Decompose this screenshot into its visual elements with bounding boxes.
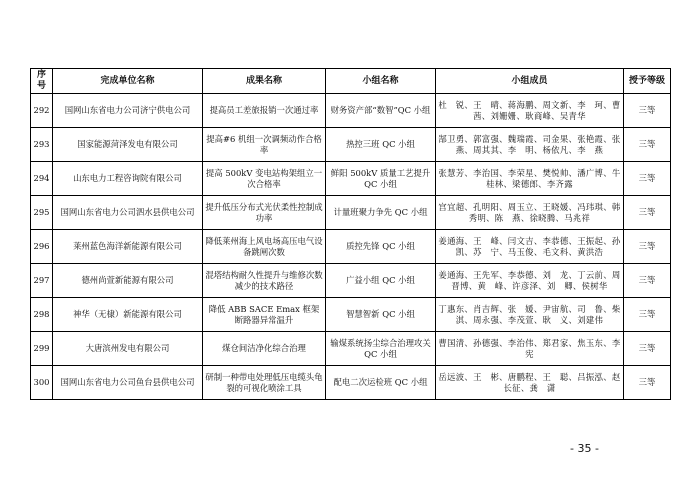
cell-group-name: 财务资产部“数智”QC 小组 [326,94,436,128]
cell-result-name: 煤仓间洁净化综合治理 [203,332,326,366]
header-result-name: 成果名称 [203,69,326,94]
cell-group-name: 输煤系统扬尘综合治理攻关 QC 小组 [326,332,436,366]
cell-group-members: 曹国清、孙德强、李治伟、郑君家、焦玉东、李 宪 [436,332,624,366]
cell-award-level: 三等 [624,366,671,400]
table-row [31,298,671,332]
cell-unit-name: 大唐滨州发电有限公司 [53,332,203,366]
cell-group-members: 姜通海、王先军、李恭德、刘 龙、丁云前、周晋博、黄 峰、许彦泽、刘 卿、侯树华 [436,264,624,298]
cell-serial-number: 293 [31,128,53,162]
cell-result-name: 混塔结构耐久性提升与维修次数减少的技术路径 [203,264,326,298]
cell-award-level: 三等 [624,298,671,332]
cell-serial-number: 295 [31,196,53,230]
cell-group-name: 配电二次运检班 QC 小组 [326,366,436,400]
table-row [31,264,671,298]
cell-serial-number: 296 [31,230,53,264]
cell-serial-number: 292 [31,94,53,128]
cell-unit-name: 国网山东省电力公司泗水县供电公司 [53,196,203,230]
cell-group-name: 鲜阳 500kV 质量工艺提升 QC 小组 [326,162,436,196]
table-row [31,128,671,162]
table-row [31,366,671,400]
cell-serial-number: 298 [31,298,53,332]
cell-group-members: 杜 锐、王 晴、蒋海鹏、周文新、李 珂、曹 茜、刘姗姗、耿商峰、吴青华 [436,94,624,128]
cell-result-name: 降低 ABB SACE Emax 框架断路器异常温升 [203,298,326,332]
cell-award-level: 三等 [624,332,671,366]
header-unit-name: 完成单位名称 [53,69,203,94]
header-group-name: 小组名称 [326,69,436,94]
awards-table [30,68,671,400]
cell-award-level: 三等 [624,264,671,298]
cell-unit-name: 国网山东省电力公司济宁供电公司 [53,94,203,128]
cell-serial-number: 300 [31,366,53,400]
cell-group-members: 姜通海、王 峰、闫文吉、李恭德、王振起、孙 凯、苏 宁、马玉俊、毛文科、黄洪浩 [436,230,624,264]
cell-group-name: 广益小组 QC 小组 [326,264,436,298]
cell-group-members: 张慧芳、李治国、李荣星、樊悦帅、潘广博、牛桂林、梁德郎、李齐露 [436,162,624,196]
page-number: - 35 - [570,442,599,455]
cell-group-members: 岳远波、王 彬、唐鹏程、王 聪、吕振泓、赵长征、龚 潇 [436,366,624,400]
header-serial-number: 序号 [31,69,53,94]
cell-unit-name: 国家能源菏泽发电有限公司 [53,128,203,162]
cell-award-level: 三等 [624,94,671,128]
table-row [31,196,671,230]
cell-unit-name: 国网山东省电力公司鱼台县供电公司 [53,366,203,400]
cell-group-name: 计量班聚力争先 QC 小组 [326,196,436,230]
table-row [31,94,671,128]
table-row [31,332,671,366]
cell-serial-number: 297 [31,264,53,298]
cell-result-name: 提高#6 机组一次调频动作合格率 [203,128,326,162]
cell-award-level: 三等 [624,230,671,264]
table-header-row [31,69,671,94]
cell-group-name: 质控先锋 QC 小组 [326,230,436,264]
cell-unit-name: 神华（无棣）新能源有限公司 [53,298,203,332]
cell-group-name: 智慧智新 QC 小组 [326,298,436,332]
cell-unit-name: 山东电力工程咨询院有限公司 [53,162,203,196]
cell-group-members: 宫宜超、孔明阳、周玉立、王晓媛、冯玮琪、韩秀明、陈 燕、徐晓腾、马兆祥 [436,196,624,230]
cell-award-level: 三等 [624,162,671,196]
cell-group-name: 热控三班 QC 小组 [326,128,436,162]
cell-award-level: 三等 [624,196,671,230]
cell-serial-number: 299 [31,332,53,366]
cell-group-members: 郜卫勇、郭富强、魏瑞霞、司金果、张艳霞、张 燕、周其其、李 明、杨依凡、李 燕 [436,128,624,162]
cell-unit-name: 莱州蓝色海洋新能源有限公司 [53,230,203,264]
header-group-members: 小组成员 [436,69,624,94]
cell-result-name: 研制一种带电处理低压电缆头龟裂的可视化喷涂工具 [203,366,326,400]
cell-award-level: 三等 [624,128,671,162]
cell-result-name: 提高 500kV 变电站构架组立一次合格率 [203,162,326,196]
cell-unit-name: 德州尚萱新能源有限公司 [53,264,203,298]
cell-result-name: 提高员工差旅报销一次通过率 [203,94,326,128]
table-row [31,230,671,264]
cell-group-members: 丁惠东、肖吉辉、张 媛、尹宙航、司 鲁、柴 淇、周永强、李茂萱、耿 义、刘建伟 [436,298,624,332]
cell-result-name: 降低莱州海上风电场高压电气设备跳闸次数 [203,230,326,264]
header-award-level: 授予等级 [624,69,671,94]
table-row [31,162,671,196]
cell-serial-number: 294 [31,162,53,196]
cell-result-name: 提升低压分布式光伏柔性控制成功率 [203,196,326,230]
